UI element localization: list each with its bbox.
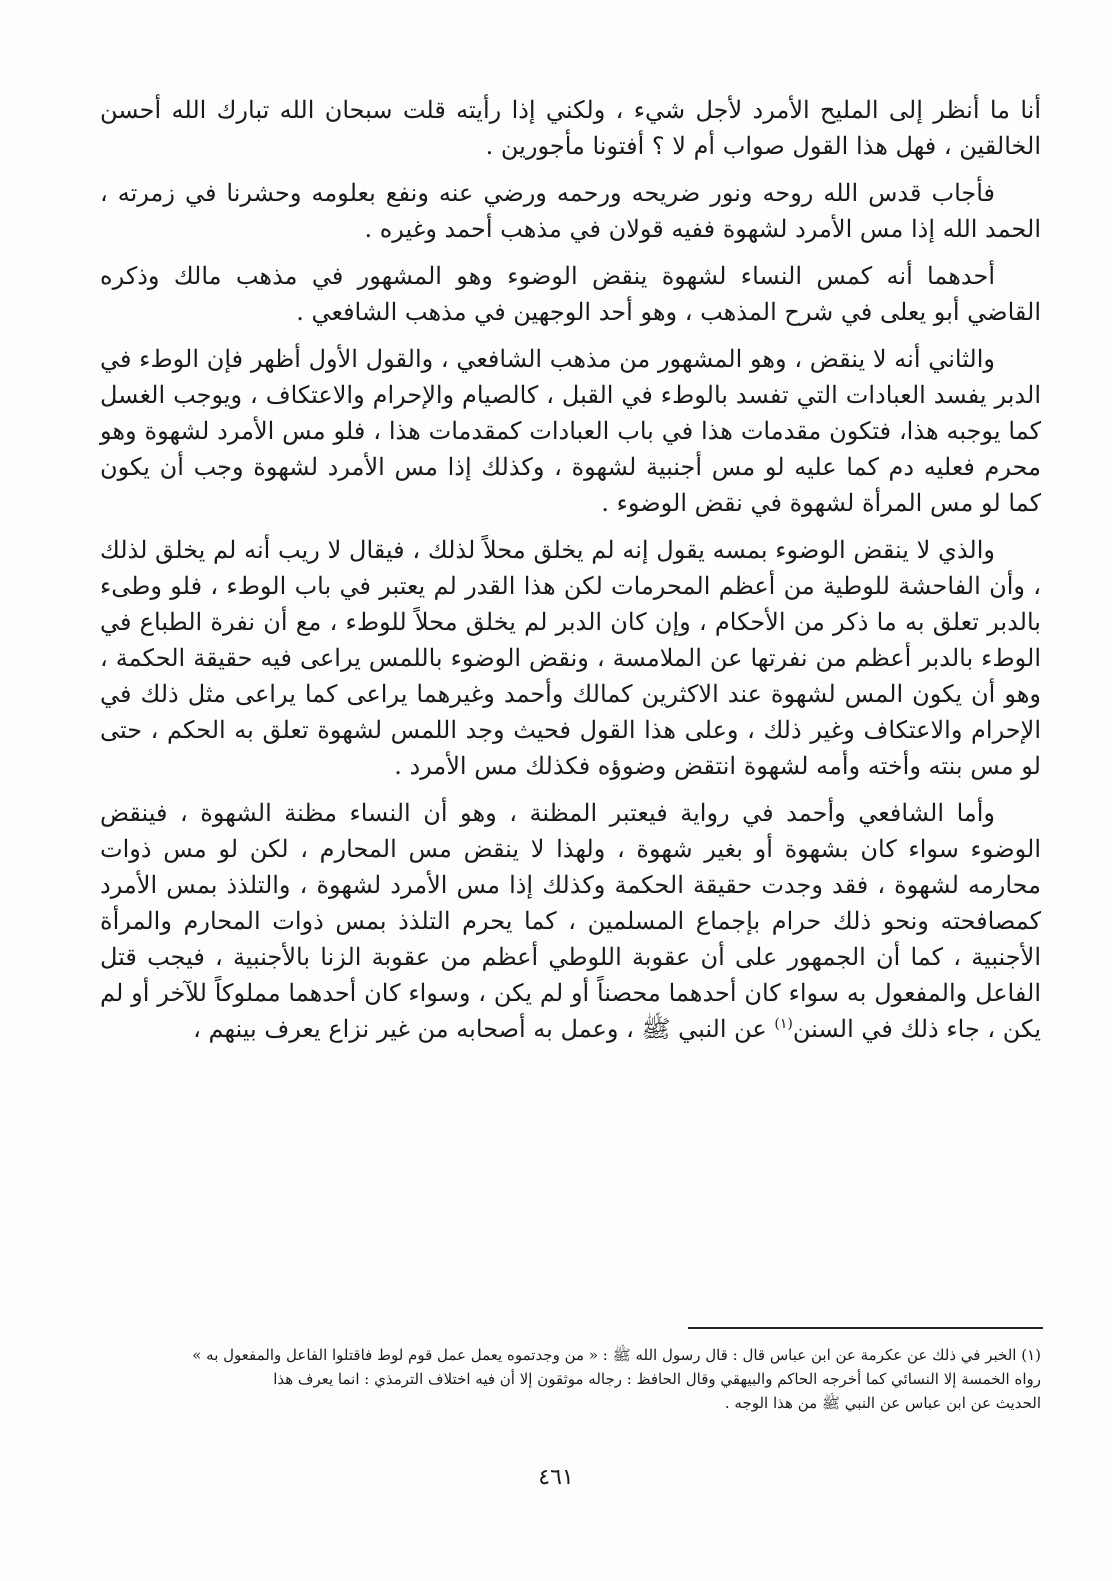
footnote-reference: (١) (774, 1016, 793, 1032)
footnote-separator (688, 1327, 1043, 1329)
paragraph-shafii-ahmad-continuation: عن النبي ﷺ ، وعمل به أصحابه من غير نزاع يعرف بينهم ، (193, 1015, 775, 1043)
footnote-line-2: رواه الخمسة إلا النسائي كما أخرجه الحاكم والبيهقي وقال الحافظ : رجاله موثقون إلا أن فيه اختلاف الترمذي : انما يعرف هذا (273, 1370, 1041, 1388)
page-number: ٤٦١ (538, 1465, 574, 1490)
paragraph-second-opinion: والثاني أنه لا ينقض ، وهو المشهور من مذهب الشافعي ، والقول الأول أظهر فإن الوطء في الدبر يفسد العبادات التي تفسد بالوطء في القبل ، كالصيام والإحرام والاعتكاف ، ويوجب الغسل كما يوجبه هذا، فتكون مقدمات هذا في باب العبادات كمقدمات هذا ، فلو مس الأمرد لشهوة وهو محرم فعليه دم كما عليه لو مس أجنبية لشهوة ، وكذلك إذا مس الأمرد لشهوة وجب أن يكون كما لو مس المرأة لشهوة في نقض الوضوء . (100, 345, 1041, 517)
paragraph-question-end: أنا ما أنظر إلى المليح الأمرد لأجل شيء ، ولكني إذا رأيته قلت سبحان الله تبارك الله أحسن الخالقين ، فهل هذا القول صواب أم لا ؟ أفتونا مأجورين . (100, 96, 1041, 160)
main-text (100, 92, 1041, 1047)
paragraph-shafii-ahmad-text: وأما الشافعي وأحمد في رواية فيعتبر المظنة ، وهو أن النساء مظنة الشهوة ، فينقض الوضوء سواء كان بشهوة أو بغير شهوة ، ولهذا لا ينقض مس المحارم ، لكن لو مس ذوات محارمه لشهوة ، فقد وجدت حقيقة الحكمة وكذلك إذا مس الأمرد لشهوة ، والتلذذ بمس الأمرد كمصافحته ونحو ذلك حرام بإجماع المسلمين ، كما يحرم التلذذ بمس ذوات المحارم والمرأة الأجنبية ، كما أن الجمهور على أن عقوبة اللوطي أعظم من عقوبة الزنا بالأجنبية ، فيجب قتل الفاعل والمفعول به سواء كان أحدهما محصناً أو لم يكن ، وسواء كان أحدهما مملوكاً للآخر أو لم يكن ، جاء ذلك في السنن (100, 799, 1041, 1043)
footnotes (100, 1343, 1041, 1415)
paragraph-rebuttal: والذي لا ينقض الوضوء بمسه يقول إنه لم يخلق محلاً لذلك ، فيقال لا ريب أنه لم يخلق لذلك ، وأن الفاحشة للوطية من أعظم المحرمات لكن هذا القدر لم يعتبر في باب الوطء ، فلو وطىء بالدبر تعلق به ما ذكر من الأحكام ، وإن كان الدبر لم يخلق محلاً للوطء ، مع أن نفرة الطباع في الوطء بالدبر أعظم من نفرتها عن الملامسة ، ونقض الوضوء باللمس يراعى فيه حقيقة الحكمة ، وهو أن يكون المس لشهوة عند الاكثرين كمالك وأحمد وغيرهما يراعى كما يراعى مثل ذلك في الإحرام والاعتكاف وغير ذلك ، وعلى هذا القول فحيث وجد اللمس لشهوة تعلق به الحكم ، حتى لو مس بنته وأخته وأمه لشهوة انتقض وضوؤه فكذلك مس الأمرد . (100, 536, 1041, 780)
footnote-line-3: الحديث عن ابن عباس عن النبي ﷺ من هذا الوجه . (724, 1394, 1041, 1412)
paragraph-shafii-ahmad (100, 795, 1041, 1047)
paragraph-first-opinion: أحدهما أنه كمس النساء لشهوة ينقض الوضوء وهو المشهور في مذهب مالك وذكره القاضي أبو يعلى في شرح المذهب ، وهو أحد الوجهين في مذهب الشافعي . (100, 262, 1041, 326)
footnote-line-1: (١) الخبر في ذلك عن عكرمة عن ابن عباس قال : قال رسول الله ﷺ : « من وجدتموه يعمل عمل قوم لوط فاقتلوا الفاعل والمفعول به » (192, 1346, 1041, 1364)
paragraph-answer-intro: فأجاب قدس الله روحه ونور ضريحه ورحمه ورضي عنه ونفع بعلومه وحشرنا في زمرته ، الحمد الله إذا مس الأمرد لشهوة ففيه قولان في مذهب أحمد وغيره . (100, 179, 1041, 243)
